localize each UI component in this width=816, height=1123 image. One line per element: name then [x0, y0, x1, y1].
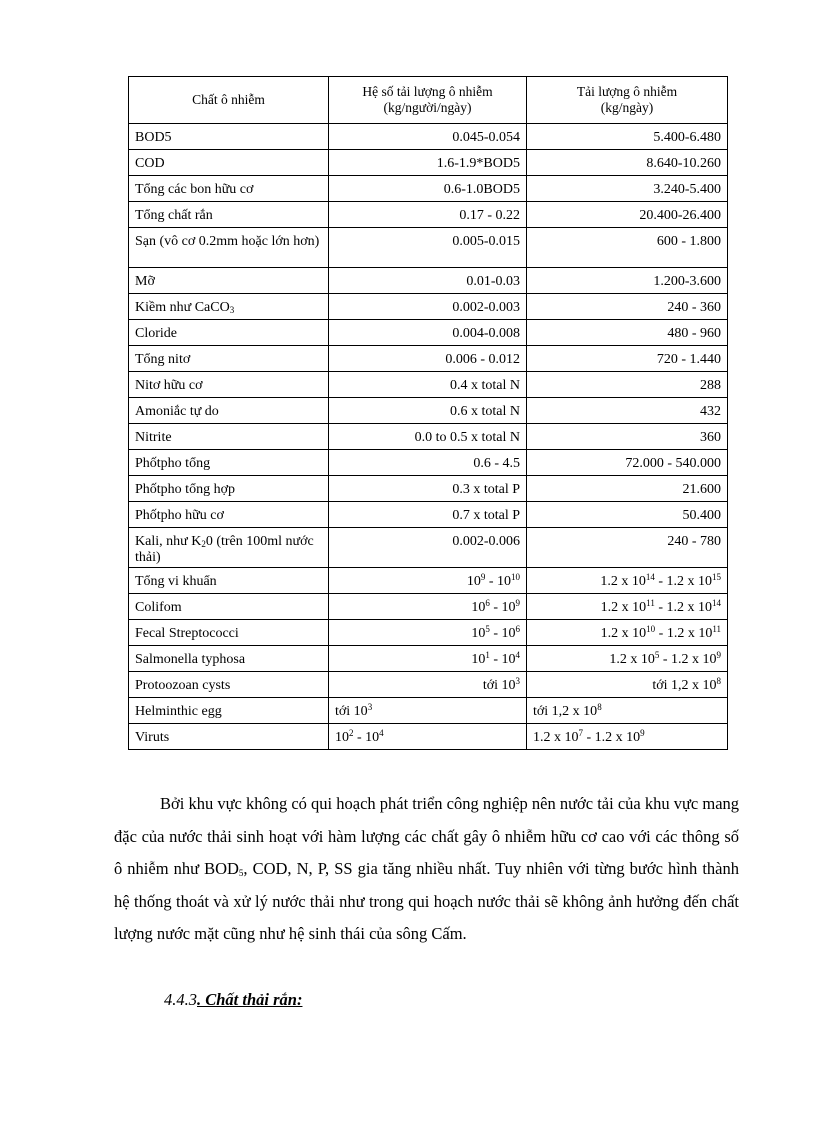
- pollutant-name-cell: Protoozoan cysts: [129, 672, 329, 698]
- pollution-load-cell: 480 - 960: [527, 320, 728, 346]
- table-row: [129, 620, 728, 646]
- pollutant-name-cell: Fecal Streptococci: [129, 620, 329, 646]
- load-coefficient-cell: 0.4 x total N: [329, 372, 527, 398]
- pollutant-name-cell: Tổng vi khuẩn: [129, 568, 329, 594]
- table-row: [129, 398, 728, 424]
- load-coefficient-cell: $10^2 - 10^4$: [329, 724, 527, 750]
- pollution-load-cell: 360: [527, 424, 728, 450]
- pollutant-name-cell: Phốtpho hữu cơ: [129, 502, 329, 528]
- pollutant-name-cell: BOD5: [129, 124, 329, 150]
- load-coefficient-cell: tới $10^3$: [329, 698, 527, 724]
- table-row: [129, 672, 728, 698]
- pollution-load-cell: 8.640-10.260: [527, 150, 728, 176]
- load-coefficient-cell: 0.7 x total P: [329, 502, 527, 528]
- header-pollution-load: Tải lượng ô nhiễm (kg/ngày): [527, 77, 728, 124]
- load-coefficient-cell: 0.6-1.0BOD5: [329, 176, 527, 202]
- table-row: [129, 202, 728, 228]
- pollution-load-table: [128, 76, 728, 750]
- pollutant-name-cell: Kali, như $K_20$ (trên 100ml nước thải): [129, 528, 329, 568]
- pollutant-name-cell: Nitrite: [129, 424, 329, 450]
- body-paragraph: Bởi khu vực không có qui hoạch phát triển công nghiệp nên nước tải của khu vực mang đặc của nước thải sinh hoạt với hàm lượng các chất gây ô nhiễm hữu cơ cao với các thông số ô nhiễm như $BOD_5$, COD, N, P, SS gia tăng nhiều nhất. Tuy nhiên với từng bước hình thành hệ thống thoát và xử lý nước thải như trong qui hoạch nước thải sẽ không ảnh hưởng đến chất lượng nước mặt cũng như hệ sinh thái của sông Cấm.: [114, 794, 740, 943]
- pollution-load-cell: 21.600: [527, 476, 728, 502]
- pollutant-name-cell: COD: [129, 150, 329, 176]
- load-coefficient-cell: 0.01-0.03: [329, 268, 527, 294]
- pollution-load-cell: 1.2 x $10^7 - 1.2$ x $10^9$: [527, 724, 728, 750]
- table-row: [129, 476, 728, 502]
- pollutant-name-cell: Cloride: [129, 320, 329, 346]
- pollutant-name-cell: Sạn (vô cơ 0.2mm hoặc lớn hơn): [129, 228, 329, 268]
- pollutant-name-cell: Viruts: [129, 724, 329, 750]
- table-row: [129, 372, 728, 398]
- pollution-load-cell: tới 1,2 x $10^8$: [527, 698, 728, 724]
- load-coefficient-cell: 0.0 to 0.5 x total N: [329, 424, 527, 450]
- pollution-load-cell: 20.400-26.400: [527, 202, 728, 228]
- pollutant-name-cell: Tổng các bon hữu cơ: [129, 176, 329, 202]
- pollutant-name-cell: Tổng chất rắn: [129, 202, 329, 228]
- load-coefficient-cell: $10^1 - 10^4$: [329, 646, 527, 672]
- load-coefficient-cell: tới $10^3$: [329, 672, 527, 698]
- table-header-row: [129, 77, 728, 124]
- table-row: [129, 646, 728, 672]
- load-coefficient-cell: $10^6 - 10^9$: [329, 594, 527, 620]
- table-body: [129, 124, 728, 750]
- table-row: [129, 268, 728, 294]
- table-row: [129, 150, 728, 176]
- table-row: [129, 698, 728, 724]
- table-row: [129, 568, 728, 594]
- pollutant-name-cell: Nitơ hữu cơ: [129, 372, 329, 398]
- table-row: [129, 450, 728, 476]
- pollution-load-cell: 1.200-3.600: [527, 268, 728, 294]
- pollutant-name-cell: Kiềm như CaCO$_3$: [129, 294, 329, 320]
- pollution-load-cell: 1.2 x $10^{11} - 1.2$ x $10^{14}$: [527, 594, 728, 620]
- table-row: [129, 528, 728, 568]
- load-coefficient-cell: $10^5 - 10^6$: [329, 620, 527, 646]
- load-coefficient-cell: 0.002-0.006: [329, 528, 527, 568]
- load-coefficient-cell: 0.3 x total P: [329, 476, 527, 502]
- pollutant-name-cell: Tổng nitơ: [129, 346, 329, 372]
- table-row: [129, 346, 728, 372]
- pollutant-name-cell: Amoniắc tự do: [129, 398, 329, 424]
- load-coefficient-cell: 0.045-0.054: [329, 124, 527, 150]
- pollution-load-cell: 240 - 780: [527, 528, 728, 568]
- load-coefficient-cell: 0.6 x total N: [329, 398, 527, 424]
- table-row: [129, 424, 728, 450]
- pollution-load-cell: 720 - 1.440: [527, 346, 728, 372]
- pollution-load-cell: 240 - 360: [527, 294, 728, 320]
- load-coefficient-cell: 0.002-0.003: [329, 294, 527, 320]
- load-coefficient-cell: 0.004-0.008: [329, 320, 527, 346]
- table-row: [129, 724, 728, 750]
- section-heading: [164, 990, 302, 1010]
- load-coefficient-cell: 1.6-1.9*BOD5: [329, 150, 527, 176]
- section-title: . Chất thải rắn:: [197, 990, 303, 1009]
- header-load-coefficient: Hệ số tải lượng ô nhiễm (kg/người/ngày): [329, 77, 527, 124]
- load-coefficient-cell: 0.005-0.015: [329, 228, 527, 268]
- table-row: [129, 594, 728, 620]
- pollution-load-cell: 3.240-5.400: [527, 176, 728, 202]
- table-row: [129, 320, 728, 346]
- pollutant-name-cell: Salmonella typhosa: [129, 646, 329, 672]
- pollutant-name-cell: Colifom: [129, 594, 329, 620]
- load-coefficient-cell: $10^9 - 10^{10}$: [329, 568, 527, 594]
- pollution-load-cell: 600 - 1.800: [527, 228, 728, 268]
- pollution-load-cell: 72.000 - 540.000: [527, 450, 728, 476]
- load-coefficient-cell: 0.17 - 0.22: [329, 202, 527, 228]
- pollutant-name-cell: Phốtpho tổng hợp: [129, 476, 329, 502]
- pollutant-name-cell: Phốtpho tổng: [129, 450, 329, 476]
- pollution-load-cell: 1.2 x $10^{14} - 1.2$ x $10^{15}$: [527, 568, 728, 594]
- table-row: [129, 502, 728, 528]
- table-row: [129, 294, 728, 320]
- section-number: 4.4.3: [164, 990, 197, 1009]
- pollution-load-cell: 432: [527, 398, 728, 424]
- table-row: [129, 176, 728, 202]
- pollution-load-cell: 50.400: [527, 502, 728, 528]
- table-row: [129, 124, 728, 150]
- pollutant-name-cell: Helminthic egg: [129, 698, 329, 724]
- pollution-load-cell: 1.2 x $10^{10} - 1.2$ x $10^{11}$: [527, 620, 728, 646]
- pollutant-name-cell: Mỡ: [129, 268, 329, 294]
- pollution-load-cell: tới 1,2 x $10^8$: [527, 672, 728, 698]
- load-coefficient-cell: 0.006 - 0.012: [329, 346, 527, 372]
- pollution-load-cell: 5.400-6.480: [527, 124, 728, 150]
- table-row: [129, 228, 728, 268]
- load-coefficient-cell: 0.6 - 4.5: [329, 450, 527, 476]
- pollution-load-cell: 288: [527, 372, 728, 398]
- header-pollutant: Chất ô nhiễm: [129, 77, 329, 124]
- pollution-load-cell: 1.2 x $10^5 - 1.2$ x $10^9$: [527, 646, 728, 672]
